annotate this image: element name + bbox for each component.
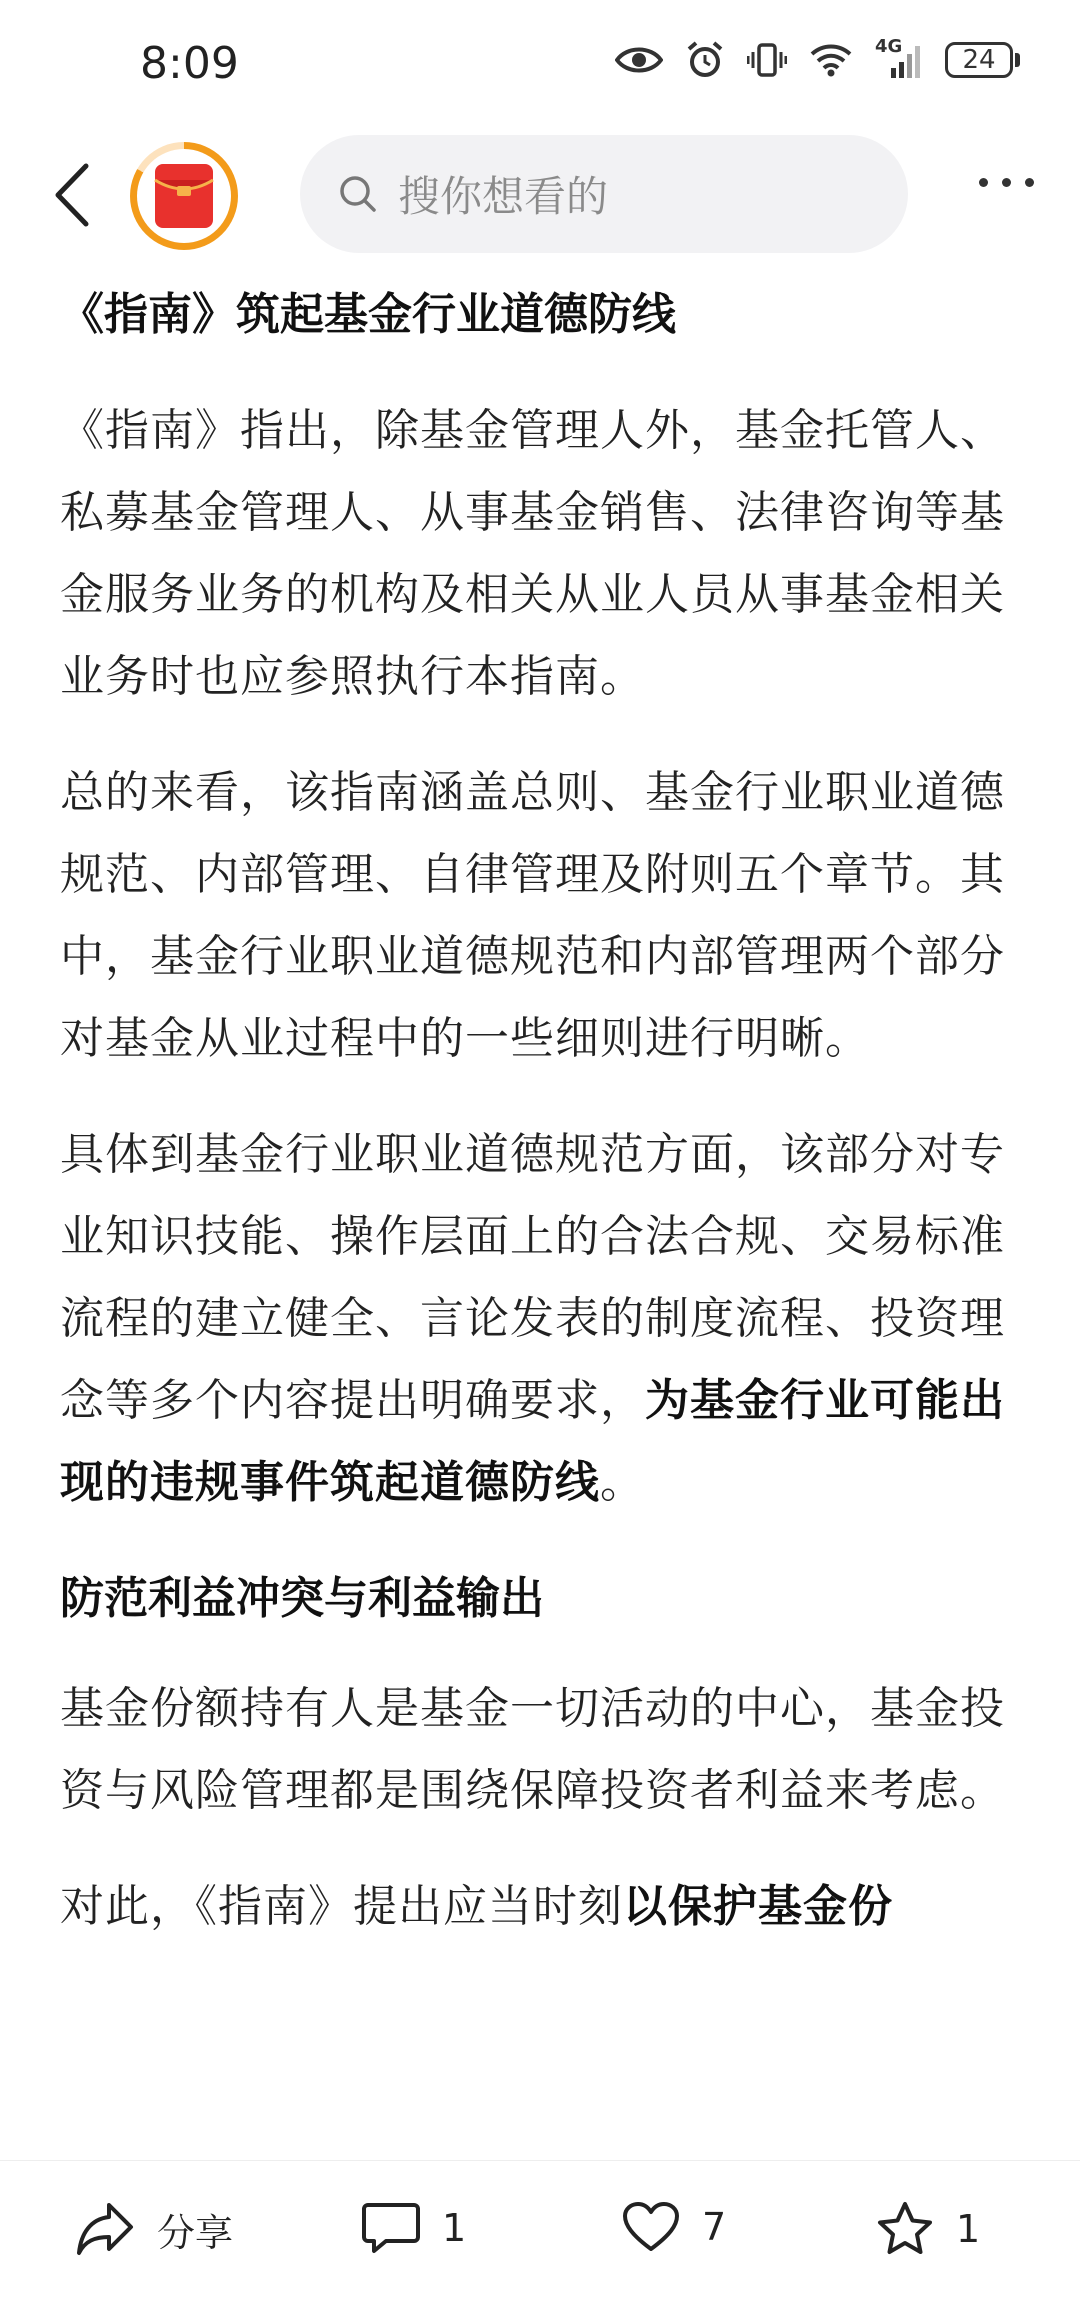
more-button[interactable] (979, 178, 1034, 187)
status-time: 8:09 (140, 38, 239, 89)
status-bar (0, 0, 1080, 130)
paragraph: 《指南》指出，除基金管理人外，基金托管人、私募基金管理人、从事基金销售、法律咨询等基金服务业务的机构及相关从业人员从事基金相关业务时也应参照执行本指南。 (60, 405, 1005, 702)
star-icon (876, 2201, 934, 2257)
back-arrow-icon (48, 160, 98, 230)
content-fade (60, 2100, 1020, 2160)
eye-icon (615, 44, 663, 76)
article-body (60, 280, 1020, 2160)
search-input[interactable] (300, 135, 908, 253)
favorite-count: 1 (956, 2207, 981, 2251)
comment-icon (362, 2201, 420, 2255)
paragraph (60, 1866, 1020, 1948)
paragraph (60, 1114, 1020, 1524)
paragraph-emphasis: 以保护基金份 (623, 1881, 893, 1932)
paragraph-text: 对此，《指南》提出应当时刻 (60, 1881, 623, 1932)
search-placeholder: 搜你想看的 (398, 172, 609, 221)
status-icons (615, 36, 1020, 80)
back-button[interactable] (48, 160, 98, 230)
like-button[interactable] (622, 2201, 726, 2253)
share-label: 分享 (157, 2210, 234, 2255)
battery-icon (945, 42, 1020, 78)
search-icon (338, 174, 378, 214)
heart-icon (622, 2201, 680, 2253)
red-envelope-icon (153, 162, 215, 230)
alarm-icon (685, 40, 725, 80)
paragraph: 基金份额持有人是基金一切活动的中心，基金投资与风险管理都是围绕保障投资者利益来考虑。 (60, 1683, 1005, 1816)
more-icon (979, 178, 988, 187)
paragraph-emphasis: 为基金行业可能出现的违规事件筑起道德防线 (60, 1375, 1005, 1508)
share-button[interactable] (75, 2201, 233, 2257)
network-type: 4G (875, 36, 903, 57)
vibrate-icon (747, 40, 787, 80)
comment-button[interactable] (362, 2201, 466, 2255)
bottom-action-bar (0, 2160, 1080, 2311)
avatar[interactable] (130, 142, 238, 250)
paragraph-text: 。 (600, 1457, 645, 1508)
signal-icon (875, 36, 923, 80)
favorite-button[interactable] (876, 2201, 980, 2257)
like-count: 7 (702, 2205, 727, 2249)
paragraph-text: 具体到基金行业职业道德规范方面，该部分对专业知识技能、操作层面上的合法合规、交易标准流程的建立健全、言论发表的制度流程、投资理念等多个内容提出明确要求， (60, 1129, 1005, 1426)
section-heading: 《指南》筑起基金行业道德防线 (60, 289, 676, 340)
comment-count: 1 (442, 2206, 467, 2250)
share-icon (75, 2201, 135, 2257)
wifi-icon (809, 42, 853, 78)
header (0, 130, 1080, 260)
battery-level: 24 (945, 42, 1013, 78)
section-heading: 防范利益冲突与利益输出 (60, 1573, 544, 1624)
paragraph: 总的来看，该指南涵盖总则、基金行业职业道德规范、内部管理、自律管理及附则五个章节。其中，基金行业职业道德规范和内部管理两个部分对基金从业过程中的一些细则进行明晰。 (60, 767, 1005, 1064)
